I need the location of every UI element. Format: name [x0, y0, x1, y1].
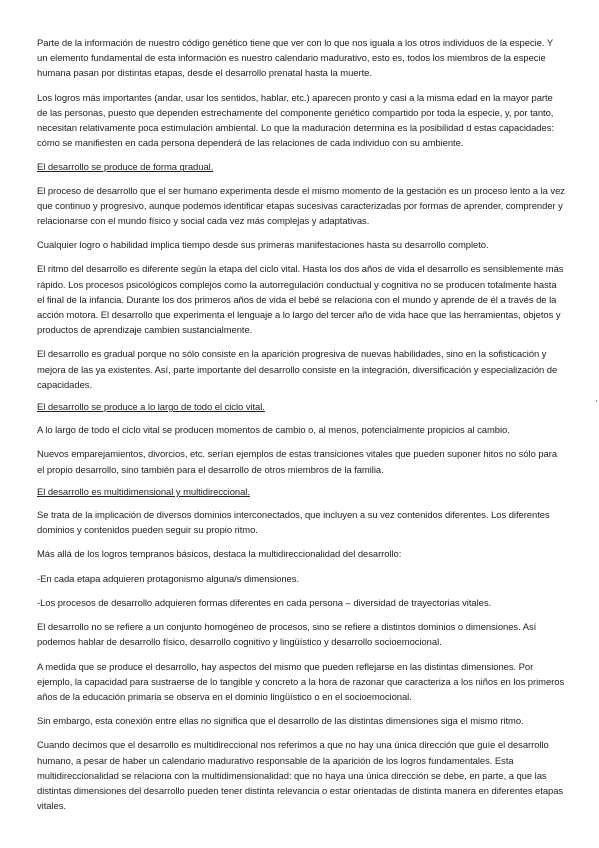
document-page: [37, 36, 565, 823]
section-paragraph: El ritmo del desarrollo es diferente según la etapa del ciclo vital. Hasta los dos años de vida el desarrollo es sensiblemente más rápido. Los procesos psicológicos complejos como la autorregulación conductual y cognitiva no se producen totalmente hasta el final de la infancia. Durante los dos primeros años de vida el bebé se relaciona con el mundo y aprende de él a través de la acción motora. El desarrollo que experimenta el lenguaje a lo largo del tercer año de vida hace que las herramientas, objetos y productos de aprendizaje cambien sustancialmente.: [37, 264, 564, 337]
section-paragraph: Más allá de los logros tempranos básicos, destaca la multidireccionalidad del desarrollo:: [37, 549, 402, 561]
section-heading-gradual: El desarrollo se produce de forma gradual.: [37, 162, 214, 174]
section-paragraph: El desarrollo es gradual porque no sólo consiste en la aparición progresiva de nuevas habilidades, sino en la sofisticación y mejora de las ya existentes. Así, parte importante del desarrollo consiste en la integración, diversificación y especialización de capacidades.: [37, 349, 558, 391]
intro-paragraph: Parte de la información de nuestro código genético tiene que ver con lo que nos iguala a los otros individuos de la especie. Y un elemento fundamental de esta información es nuestro calendario madurativo, esto es, todos los miembros de la especie humana pasan por distintas etapas, desde el desarrollo prenatal hasta la muerte.: [37, 38, 553, 80]
section-paragraph: Cualquier logro o habilidad implica tiempo desde sus primeras manifestaciones hasta su desarrollo completo.: [37, 240, 489, 252]
section-paragraph: Sin embargo, esta conexión entre ellas no significa que el desarrollo de las distintas dimensiones siga el mismo ritmo.: [37, 716, 524, 728]
section-paragraph: Se trata de la implicación de diversos dominios interconectados, que incluyen a su vez contenidos diferentes. Los diferentes dominios y contenidos pueden seguir su propio ritmo.: [37, 510, 550, 537]
section-paragraph: Cuando decimos que el desarrollo es multidireccional nos referimos a que no hay una única dirección que guíe el desarrollo humano, a pesar de haber un calendario madurativo responsable de la aparición de los logros fundamentales. Esta multidireccionalidad se relaciona con la multidimensionalidad: que no haya una única dirección se debe, en parte, a que las distintas dimensiones del desarrollo pueden tener distinta relevancia o estar orientadas de distinta manera en diferentes etapas vitales.: [37, 740, 564, 813]
section-heading-multidimensional: El desarrollo es multidimensional y multidireccional.: [37, 486, 250, 498]
list-item: -En cada etapa adquieren protagonismo alguna/s dimensiones.: [37, 573, 300, 585]
margin-mark: [596, 400, 597, 402]
section-paragraph: A medida que se produce el desarrollo, hay aspectos del mismo que pueden reflejarse en las distintas dimensiones. Por ejemplo, la capacidad para sustraerse de lo tangible y concreto a la hora de razonar que caracteriza a los niños en los primeros años de la educación primaria se observa en el dominio lingüístico o en el socioemocional.: [37, 661, 565, 703]
section-paragraph: El proceso de desarrollo que el ser humano experimenta desde el mismo momento de la gestación es un proceso lento a la vez que continuo y progresivo, aunque podemos identificar etapas sucesivas caracterizadas por formas de aprender, comprender y relacionarse con el mundo físico y social cada vez más complejas y adaptativas.: [37, 185, 565, 228]
section-paragraph: A lo largo de todo el ciclo vital se producen momentos de cambio o, al menos, potencialmente propicios al cambio.: [37, 425, 510, 437]
intro-paragraph: Los logros más importantes (andar, usar los sentidos, hablar, etc.) aparecen pronto y casi a la misma edad en la mayor parte de las personas, puesto que dependen estrechamente del componente genético compartido por toda la especie, y, por tanto, necesitan relativamente poca estimulación ambiental. Lo que la maduración determina es la posibilidad d estas capacidades: cómo se manifiesten en cada persona dependerá de las relaciones de cada individuo con su ambiente.: [37, 92, 554, 150]
section-heading-ciclo-vital: El desarrollo se produce a lo largo de todo el ciclo vital.: [37, 402, 265, 414]
list-item: -Los procesos de desarrollo adquieren formas diferentes en cada persona – diversidad de trayectorias vitales.: [37, 597, 492, 609]
section-paragraph: El desarrollo no se refiere a un conjunto homogéneo de procesos, sino se refiere a distintos dominios o dimensiones. Así podemos hablar de desarrollo físico, desarrollo cognitivo y lingüístico y desarrollo socioemocional.: [37, 622, 537, 649]
section-paragraph: Nuevos emparejamientos, divorcios, etc. serían ejemplos de estas transiciones vitales que pueden suponer hitos no sólo para el propio desarrollo, sino también para el desarrollo de otros miembros de la familia.: [37, 449, 558, 476]
